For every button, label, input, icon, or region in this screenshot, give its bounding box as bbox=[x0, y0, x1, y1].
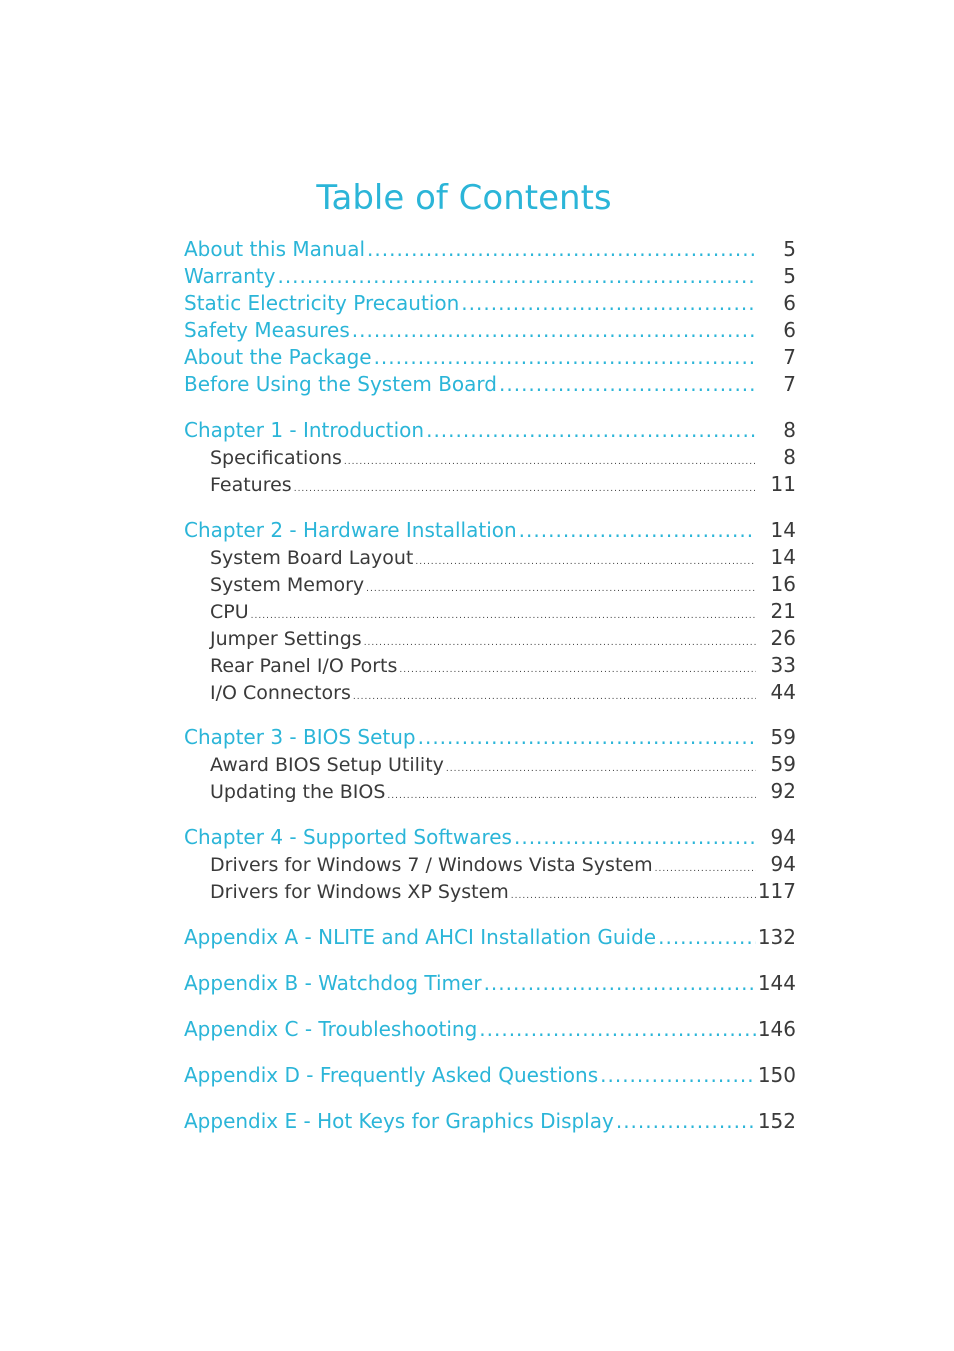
toc-section-entry[interactable] bbox=[184, 1108, 796, 1135]
toc-entry-page-number: 59 bbox=[770, 725, 796, 749]
toc-entry-page-number: 150 bbox=[757, 1063, 796, 1087]
toc-subsection-entry[interactable] bbox=[184, 598, 796, 625]
toc-subsection-entry[interactable] bbox=[184, 851, 796, 878]
toc-entry-label: About this Manual bbox=[184, 237, 366, 261]
toc-entry-label: Drivers for Windows XP System bbox=[210, 881, 509, 903]
toc-subsection-entry[interactable] bbox=[184, 652, 796, 679]
toc-entry-page-number: 44 bbox=[770, 680, 796, 704]
toc-section-entry[interactable] bbox=[184, 371, 796, 398]
toc-entry-label: Static Electricity Precaution bbox=[184, 291, 460, 315]
dot-leader bbox=[374, 344, 756, 371]
page-title: Table of Contents bbox=[316, 177, 612, 218]
dot-leader bbox=[519, 517, 756, 544]
toc-entry-page-number: 26 bbox=[770, 626, 796, 650]
toc-entry-label: Jumper Settings bbox=[210, 628, 362, 650]
toc-section-entry[interactable] bbox=[184, 1016, 796, 1043]
toc-entry-page-number: 21 bbox=[770, 599, 796, 623]
toc-entry-label: Appendix B - Watchdog Timer bbox=[184, 971, 482, 995]
toc-entry-label: System Board Layout bbox=[210, 547, 414, 569]
dot-leader bbox=[352, 317, 756, 344]
toc-entry-label: Appendix A - NLITE and AHCI Installation Guide bbox=[184, 925, 657, 949]
toc-subsection-entry[interactable] bbox=[184, 544, 796, 571]
dot-leader bbox=[461, 290, 756, 317]
dot-leader bbox=[387, 783, 756, 810]
dot-leader bbox=[367, 236, 756, 263]
toc-entry-page-number: 94 bbox=[770, 825, 796, 849]
dot-leader bbox=[277, 263, 756, 290]
toc-subsection-entry[interactable] bbox=[184, 778, 796, 805]
toc-entry-page-number: 14 bbox=[770, 518, 796, 542]
dot-leader bbox=[294, 476, 756, 503]
toc-entry-label: About the Package bbox=[184, 345, 372, 369]
toc-entry-label: Appendix E - Hot Keys for Graphics Display bbox=[184, 1109, 614, 1133]
toc-entry-label: Award BIOS Setup Utility bbox=[210, 754, 444, 776]
toc-entry-label: Chapter 2 - Hardware Installation bbox=[184, 518, 517, 542]
dot-leader bbox=[658, 924, 756, 951]
dot-leader bbox=[418, 724, 756, 751]
toc-entry-label: Appendix D - Frequently Asked Questions bbox=[184, 1063, 599, 1087]
toc-entry-page-number: 59 bbox=[770, 752, 796, 776]
toc-section-entry[interactable] bbox=[184, 236, 796, 263]
toc-entry-page-number: 7 bbox=[783, 372, 796, 396]
toc-entry-page-number: 5 bbox=[783, 237, 796, 261]
toc-entry-label: Appendix C - Troubleshooting bbox=[184, 1017, 478, 1041]
toc-entry-label: System Memory bbox=[210, 574, 365, 596]
toc-section-entry[interactable] bbox=[184, 517, 796, 544]
toc-section-entry[interactable] bbox=[184, 317, 796, 344]
toc-subsection-entry[interactable] bbox=[184, 444, 796, 471]
toc-subsection-entry[interactable] bbox=[184, 751, 796, 778]
toc-entry-page-number: 144 bbox=[757, 971, 796, 995]
toc-subsection-entry[interactable] bbox=[184, 571, 796, 598]
dot-leader bbox=[600, 1062, 756, 1089]
dot-leader bbox=[511, 883, 756, 910]
toc-entry-page-number: 7 bbox=[783, 345, 796, 369]
toc-entry-page-number: 8 bbox=[783, 445, 796, 469]
toc-entry-label: Updating the BIOS bbox=[210, 781, 386, 803]
toc-entry-page-number: 5 bbox=[783, 264, 796, 288]
toc-entry-page-number: 11 bbox=[770, 472, 796, 496]
toc-entry-label: Chapter 3 - BIOS Setup bbox=[184, 725, 416, 749]
toc-section-entry[interactable] bbox=[184, 1062, 796, 1089]
toc-entry-label: Specifications bbox=[210, 447, 342, 469]
toc-subsection-entry[interactable] bbox=[184, 679, 796, 706]
toc-subsection-entry[interactable] bbox=[184, 471, 796, 498]
toc-entry-page-number: 152 bbox=[757, 1109, 796, 1133]
toc-subsection-entry[interactable] bbox=[184, 625, 796, 652]
toc-entry-label: Safety Measures bbox=[184, 318, 350, 342]
toc-entry-page-number: 33 bbox=[770, 653, 796, 677]
toc-section-entry[interactable] bbox=[184, 970, 796, 997]
dot-leader bbox=[353, 684, 756, 711]
toc-entry-page-number: 92 bbox=[770, 779, 796, 803]
dot-leader bbox=[616, 1108, 756, 1135]
toc-entry-label: I/O Connectors bbox=[210, 682, 351, 704]
dot-leader bbox=[479, 1016, 756, 1043]
toc-section-entry[interactable] bbox=[184, 263, 796, 290]
toc-entry-page-number: 6 bbox=[783, 291, 796, 315]
toc-entry-page-number: 132 bbox=[757, 925, 796, 949]
toc-entry-label: Warranty bbox=[184, 264, 276, 288]
toc-entry-page-number: 8 bbox=[783, 418, 796, 442]
toc-entry-page-number: 14 bbox=[770, 545, 796, 569]
toc-entry-label: Drivers for Windows 7 / Windows Vista System bbox=[210, 854, 653, 876]
toc-entry-page-number: 6 bbox=[783, 318, 796, 342]
toc-entry-page-number: 146 bbox=[757, 1017, 796, 1041]
dot-leader bbox=[499, 371, 756, 398]
toc-entry-label: Chapter 1 - Introduction bbox=[184, 418, 425, 442]
toc-entry-label: Rear Panel I/O Ports bbox=[210, 655, 398, 677]
toc-section-entry[interactable] bbox=[184, 724, 796, 751]
toc-section-entry[interactable] bbox=[184, 417, 796, 444]
dot-leader bbox=[514, 824, 756, 851]
dot-leader bbox=[426, 417, 756, 444]
toc-section-entry[interactable] bbox=[184, 924, 796, 951]
toc-entry-page-number: 117 bbox=[757, 879, 796, 903]
toc-entry-page-number: 94 bbox=[770, 852, 796, 876]
toc-entry-label: Chapter 4 - Supported Softwares bbox=[184, 825, 512, 849]
dot-leader bbox=[484, 970, 756, 997]
toc-section-entry[interactable] bbox=[184, 344, 796, 371]
toc-section-entry[interactable] bbox=[184, 824, 796, 851]
toc-entry-label: Before Using the System Board bbox=[184, 372, 497, 396]
toc-entry-page-number: 16 bbox=[770, 572, 796, 596]
toc-entry-label: Features bbox=[210, 474, 292, 496]
toc-entry-label: CPU bbox=[210, 601, 249, 623]
toc-subsection-entry[interactable] bbox=[184, 878, 796, 905]
toc-section-entry[interactable] bbox=[184, 290, 796, 317]
